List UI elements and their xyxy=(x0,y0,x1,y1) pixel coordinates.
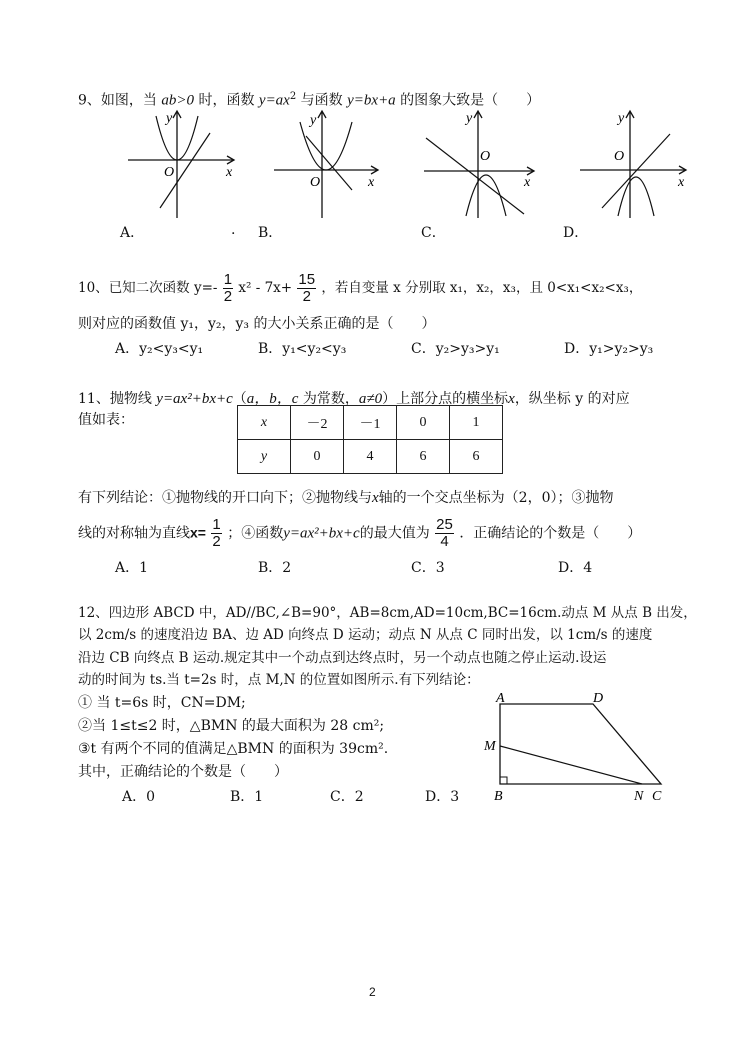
q10-option-a: A．y₂<y₃<y₁ xyxy=(115,341,204,357)
q9-graph-b xyxy=(270,108,390,220)
q11-option-c: C．3 xyxy=(411,560,445,576)
table-cell: 4 xyxy=(344,440,397,474)
q10-stem-line1: 10、已知二次函数 y=- $\frac{1}{2}$ x² - 7x+ $\frac{15}{2}$ ，若自变量 x 分别取 x₁，x₂，x₃，且 0<x₁<x₂<x₃， xyxy=(78,271,643,305)
q9-option-d: D． xyxy=(563,225,589,241)
q12-statement-1: ① 当 t=6s 时，CN=DM; xyxy=(78,695,246,711)
q12-statement-3: ③t 有两个不同的值满足△BMN 的面积为 39cm². xyxy=(78,741,389,757)
table-cell: 1 xyxy=(450,406,503,440)
q11-stem-line2: 值如表： xyxy=(78,412,134,428)
table-cell: －2 xyxy=(291,406,344,440)
q9-graph-a xyxy=(120,108,240,220)
q9-c-y-label: y xyxy=(466,111,473,126)
table-cell: 6 xyxy=(397,440,450,474)
q11-stem-line1: 11、抛物线 y=ax²+bx+c（a，b，c 为常数，a≠0）上部分点的横坐标x，纵坐标 y 的对应 xyxy=(78,391,630,407)
q11-option-b: B．2 xyxy=(258,560,292,576)
q9-stem: 9、如图，当 ab>0 时，函数 $y=ax^2$ 与函数 y=bx+a 的图象大致是（ ） xyxy=(78,91,541,109)
q12-trapezoid-figure xyxy=(480,688,680,808)
q10-option-c: C．y₂>y₃>y₁ xyxy=(411,341,500,357)
q12-statement-2: ②当 1≤t≤2 时，△BMN 的最大面积为 28 cm²; xyxy=(78,718,385,734)
q12-option-d: D．3 xyxy=(425,789,460,805)
table-cell: 6 xyxy=(450,440,503,474)
q9-c-x-label: x xyxy=(524,175,531,190)
q9-c-origin: O xyxy=(480,149,491,164)
q10-stem-line2: 则对应的函数值 y₁，y₂，y₃ 的大小关系正确的是（ ） xyxy=(78,316,436,332)
q10-option-d: D．y₁>y₂>y₃ xyxy=(564,341,654,357)
q9-graph-d xyxy=(578,108,698,220)
q12-option-c: C．2 xyxy=(330,789,364,805)
q9-b-y-label: y xyxy=(310,113,317,128)
q9-b-x-label: x xyxy=(368,175,375,190)
q9-stray-mark: . xyxy=(231,222,236,238)
q12-option-a: A．0 xyxy=(122,789,156,805)
table-cell: y xyxy=(238,440,291,474)
q11-value-table xyxy=(237,405,503,474)
q9-d-origin: O xyxy=(614,149,625,164)
q9-d-y-label: y xyxy=(618,111,625,126)
q12-option-b: B．1 xyxy=(230,789,264,805)
q9-a-origin: O xyxy=(164,165,175,180)
page-number: 2 xyxy=(369,985,376,999)
table-cell: x xyxy=(238,406,291,440)
table-row xyxy=(238,440,503,474)
table-cell: 0 xyxy=(291,440,344,474)
q12-label-b: B xyxy=(494,789,503,804)
q12-label-a: A xyxy=(496,691,505,706)
q12-stem-line2: 以 2cm/s 的速度沿边 BA、边 AD 向终点 D 运动；动点 N 从点 C 同时出发，以 1cm/s 的速度 xyxy=(78,627,653,643)
q9-d-x-label: x xyxy=(678,175,685,190)
q12-label-d: D xyxy=(593,691,604,706)
q12-label-n: N xyxy=(634,789,644,804)
table-cell: －1 xyxy=(344,406,397,440)
q12-stem-line1: 12、四边形 ABCD 中，AD//BC,∠B=90°，AB=8cm,AD=10cm,BC=16cm.动点 M 从点 B 出发， xyxy=(78,605,697,621)
q12-label-c: C xyxy=(652,789,662,804)
q12-stem-line3: 沿边 CB 向终点 B 运动.规定其中一个动点到达终点时，另一个动点也随之停止运动.设运 xyxy=(78,650,607,666)
q10-option-b: B．y₁<y₂<y₃ xyxy=(258,341,347,357)
q11-conclusions-line2: 线的对称轴为直线x= $\frac{1}{2}$ ；④函数y=ax²+bx+c的最大值为 $\frac{25}{4}$ ．正确结论的个数是（ ） xyxy=(78,516,642,550)
table-cell: 0 xyxy=(397,406,450,440)
q11-option-d: D．4 xyxy=(558,560,593,576)
q9-option-c: C． xyxy=(421,225,446,241)
q12-stem-line4: 动的时间为 ts.当 t=2s 时，点 M,N 的位置如图所示.有下列结论： xyxy=(78,672,480,688)
q9-graph-c xyxy=(420,108,540,220)
q12-statement-4: 其中，正确结论的个数是（ ） xyxy=(78,764,288,780)
q11-conclusions-line1: 有下列结论：①抛物线的开口向下；②抛物线与x轴的一个交点坐标为（2，0）；③抛物 xyxy=(78,490,614,506)
q11-option-a: A．1 xyxy=(115,560,149,576)
q12-label-m: M xyxy=(484,739,496,754)
q9-a-x-label: x xyxy=(226,165,233,180)
q9-option-b: B． xyxy=(258,225,283,241)
q9-b-origin: O xyxy=(310,175,321,190)
q9-option-a: A． xyxy=(120,225,145,241)
table-row xyxy=(238,406,503,440)
q9-a-y-label: y xyxy=(166,111,173,126)
